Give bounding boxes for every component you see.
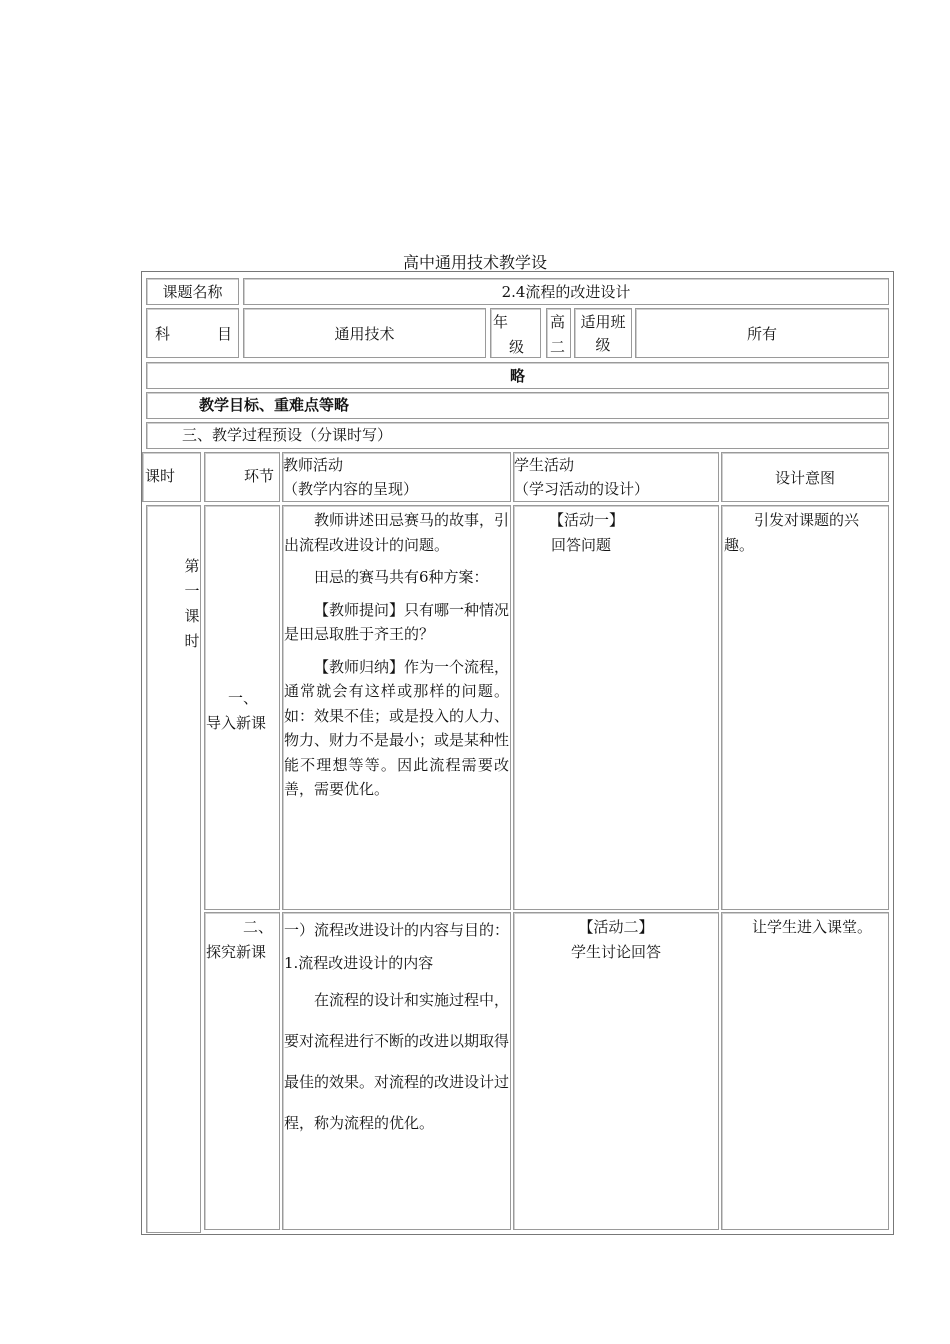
stage-cell [204, 912, 280, 1230]
stage-name: 探究新课 [206, 943, 267, 961]
grade-label [490, 308, 541, 358]
stage-cell [204, 505, 280, 910]
col-header-stage: 环节 [204, 452, 280, 502]
period-char: 第 [184, 557, 200, 575]
col-header-student-a: 学生活动 [514, 456, 575, 474]
teacher-paragraph: 田忌的赛马共有6种方案： [314, 568, 489, 586]
design-intent [721, 505, 889, 910]
teacher-paragraph: 教师讲述田忌赛马的故事，引出流程改进设计的问题。 [284, 511, 510, 554]
stage-number: 一、 [227, 689, 258, 707]
period-char: 时 [184, 632, 200, 650]
stage-label [205, 686, 281, 736]
omitted-section: 略 [146, 362, 889, 389]
period-cell [146, 505, 201, 1233]
teacher-paragraph: 一）流程改进设计的内容与目的： [284, 921, 510, 939]
activity-desc: 学生讨论回答 [570, 943, 661, 961]
stage-name: 导入新课 [206, 714, 267, 732]
document-title: 高中通用技术教学设 [402, 253, 547, 272]
teacher-paragraph: 在流程的设计和实施过程中，要对流程进行不断的改进以期取得最佳的效果。对流程的改进设计过程，称为流程的优化。 [284, 991, 510, 1132]
col-header-student [513, 452, 719, 502]
grade-value [546, 308, 571, 358]
grade-label-b: 级 [509, 338, 525, 356]
col-header-teacher [282, 452, 511, 502]
design-intent [721, 912, 889, 1230]
col-header-student-b: （学习活动的设计） [514, 480, 650, 498]
class-label [574, 308, 632, 358]
class-value: 所有 [635, 308, 889, 358]
col-header-teacher-a: 教师活动 [283, 456, 344, 474]
teacher-activity [282, 912, 511, 1230]
student-activity [513, 912, 719, 1230]
col-header-intent: 设计意图 [721, 452, 889, 502]
teacher-activity [282, 505, 511, 910]
activity-title: 【活动二】 [578, 918, 654, 936]
subject-label-b: 目 [216, 325, 232, 343]
grade-value-b: 二 [550, 338, 566, 356]
period-label [183, 554, 201, 654]
class-label-b: 级 [595, 336, 611, 354]
activity-title: 【活动一】 [549, 511, 625, 529]
intent-text: 引发对课题的兴趣。 [724, 511, 860, 554]
teacher-subheading: 1.流程改进设计的内容 [284, 954, 434, 972]
lesson-plan-table [141, 271, 894, 1235]
grade-value-a: 高 [550, 313, 566, 331]
class-label-a: 适用班 [580, 313, 626, 331]
period-char: 一 [184, 582, 200, 600]
activity-desc: 回答问题 [551, 536, 612, 554]
grade-label-a: 年 [493, 313, 509, 331]
col-header-teacher-b: （教学内容的呈现） [283, 480, 419, 498]
teacher-summary: 【教师归纳】作为一个流程，通常就会有这样或那样的问题。如：效果不佳；或是投入的人力、物力、财力不是最小；或是某种性能不理想等等。因此流程需要改善，需要优化。 [284, 657, 510, 798]
subject-label [146, 308, 239, 358]
period-char: 课 [184, 607, 200, 625]
section-heading: 三、教学过程预设（分课时写） [146, 422, 889, 449]
subject-label-a: 科 [155, 325, 171, 343]
stage-number: 二、 [242, 918, 273, 936]
intent-text: 让学生进入课堂。 [752, 918, 873, 936]
subject-value: 通用技术 [243, 308, 486, 358]
teacher-question: 【教师提问】只有哪一种情况是田忌取胜于齐王的？ [284, 600, 510, 643]
lesson-name-label: 课题名称 [146, 278, 239, 305]
lesson-name-value: 2.4流程的改进设计 [243, 278, 889, 305]
col-header-period: 课时 [142, 452, 201, 502]
objectives-omitted: 教学目标、重难点等略 [146, 392, 889, 419]
student-activity [513, 505, 719, 910]
